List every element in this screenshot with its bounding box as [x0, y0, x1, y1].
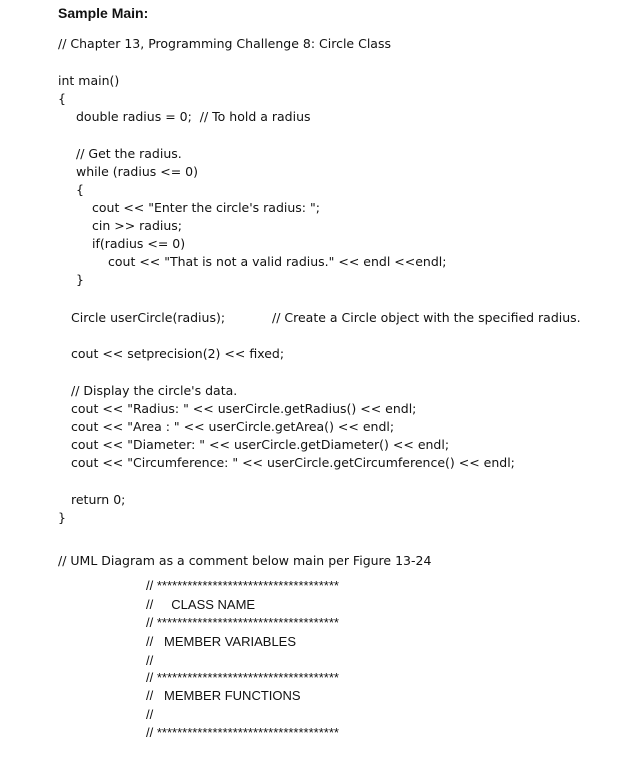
radius-declaration: double radius = 0; // To hold a radius [76, 109, 311, 124]
diameter-output: cout << "Diameter: " << userCircle.getDiameter() << endl; [71, 437, 450, 452]
if-line: if(radius <= 0) [92, 236, 186, 251]
prompt-line: cout << "Enter the circle's radius: "; [92, 200, 320, 215]
circumference-output: cout << "Circumference: " << userCircle.getCircumference() << endl; [71, 455, 515, 470]
uml-stars-4: // ************************************ [146, 725, 339, 740]
setprecision-line: cout << setprecision(2) << fixed; [71, 346, 285, 361]
circle-comment: // Create a Circle object with the specified radius. [272, 310, 581, 325]
main-close-brace: } [58, 510, 66, 525]
display-comment: // Display the circle's data. [71, 383, 238, 398]
cin-line: cin >> radius; [92, 218, 183, 233]
uml-stars-1: // ************************************ [146, 578, 339, 593]
circle-declaration: Circle userCircle(radius); [71, 310, 226, 325]
uml-member-functions: // MEMBER FUNCTIONS [146, 688, 301, 703]
while-open-brace: { [76, 182, 84, 197]
radius-output: cout << "Radius: " << userCircle.getRadius() << endl; [71, 401, 417, 416]
comment-header: // Chapter 13, Programming Challenge 8: Circle Class [58, 36, 391, 51]
main-open-brace: { [58, 91, 66, 106]
while-line: while (radius <= 0) [76, 164, 198, 179]
return-line: return 0; [71, 492, 126, 507]
uml-comment: // UML Diagram as a comment below main per Figure 13-24 [58, 553, 432, 568]
uml-stars-3: // ************************************ [146, 670, 339, 685]
uml-member-variables: // MEMBER VARIABLES [146, 634, 297, 649]
invalid-radius-line: cout << "That is not a valid radius." << endl <<endl; [108, 254, 447, 269]
get-radius-comment: // Get the radius. [76, 146, 182, 161]
area-output: cout << "Area : " << userCircle.getArea() << endl; [71, 419, 395, 434]
uml-stars-2: // ************************************ [146, 615, 339, 630]
uml-blank-1: // [146, 653, 154, 668]
while-close-brace: } [76, 272, 84, 287]
uml-blank-2: // [146, 707, 154, 722]
heading: Sample Main: [58, 5, 149, 21]
uml-class-name: // CLASS NAME [146, 597, 256, 612]
main-signature: int main() [58, 73, 120, 88]
